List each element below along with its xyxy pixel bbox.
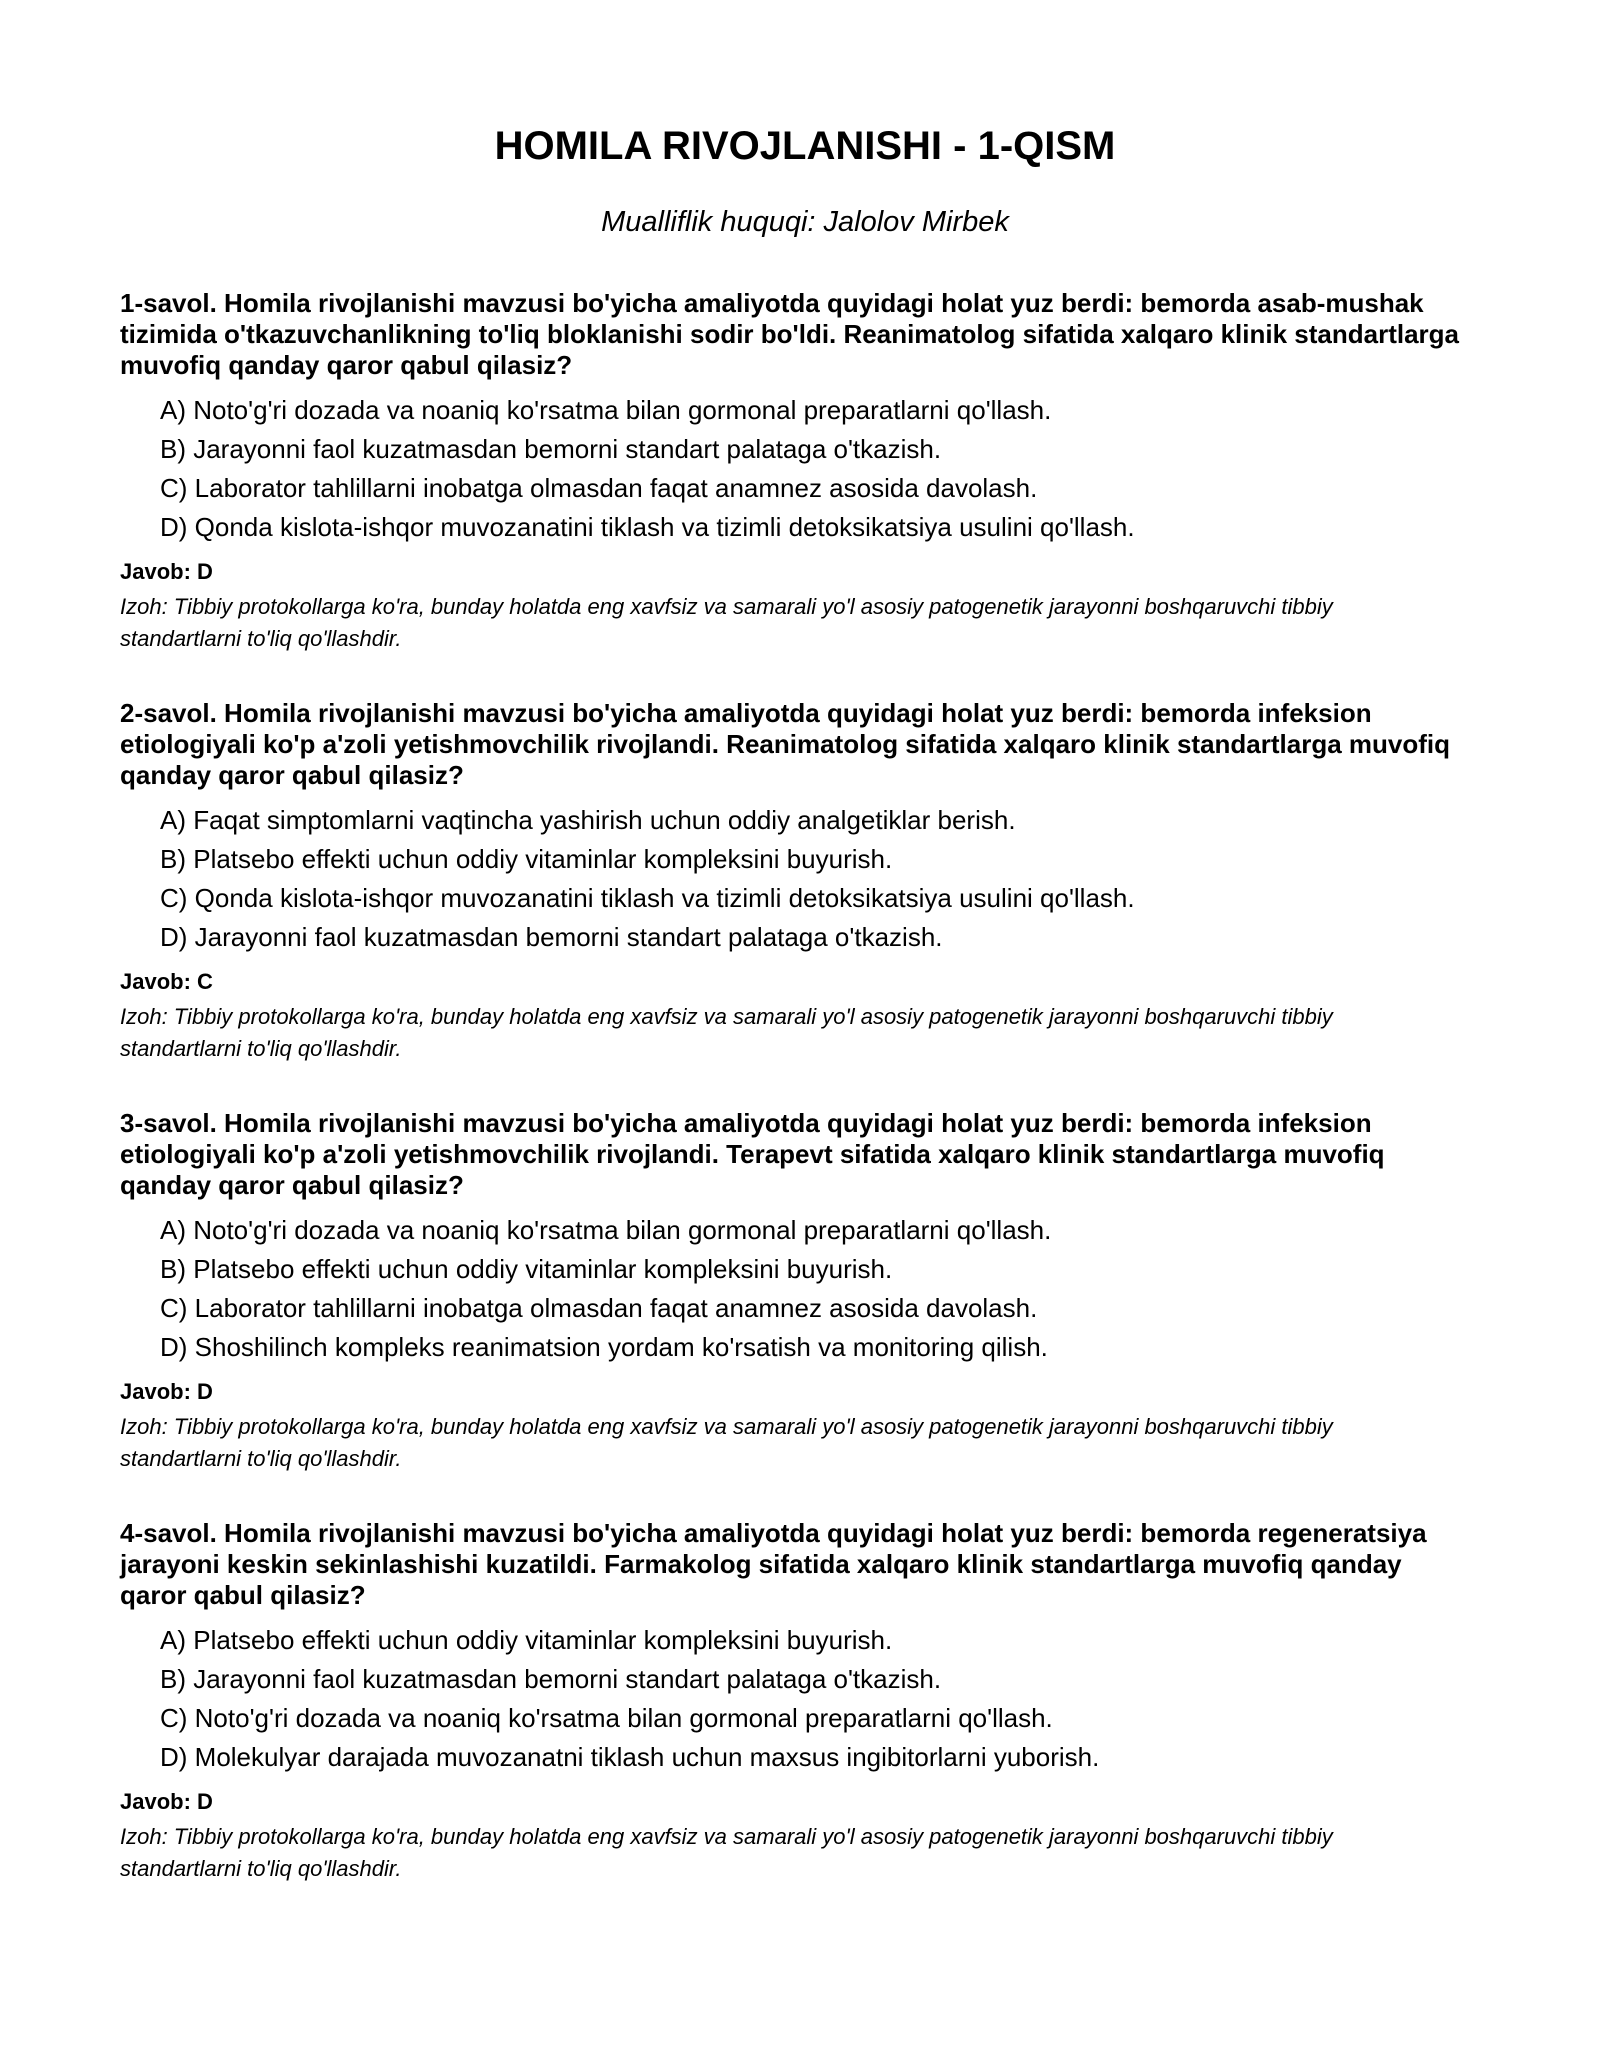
answer-key: Javob: C <box>120 969 213 994</box>
copyright-subtitle: Mualliflik huquqi: Jalolov Mirbek <box>601 206 1009 238</box>
answer-options <box>120 801 1490 957</box>
question-text: 4-savol. Homila rivojlanishi mavzusi bo'yicha amaliyotda quyidagi holat yuz berdi: bemorda regeneratsiya jarayoni keskin sekinlashishi kuzatildi. Farmakolog sifatida xalqaro klinik standartlarga muvofiq qanday qaror qabul qilasiz? <box>120 1518 1427 1610</box>
option-a: A) Noto'g'ri dozada va noaniq ko'rsatma bilan gormonal preparatlarni qo'llash. <box>160 1215 1052 1245</box>
explanation-note: Izoh: Tibbiy protokollarga ko'ra, bunday holatda eng xavfsiz va samarali yo'l asosiy patogenetik jarayonni boshqaruvchi tibbiy standartlarni to'liq qo'llashdir. <box>120 594 1333 651</box>
answer-key: Javob: D <box>120 1379 213 1404</box>
answer-key: Javob: D <box>120 1789 213 1814</box>
explanation-note: Izoh: Tibbiy protokollarga ko'ra, bunday holatda eng xavfsiz va samarali yo'l asosiy patogenetik jarayonni boshqaruvchi tibbiy standartlarni to'liq qo'llashdir. <box>120 1004 1333 1061</box>
question-list <box>120 288 1490 1928</box>
option-b: B) Jarayonni faol kuzatmasdan bemorni standart palataga o'tkazish. <box>160 434 942 464</box>
option-d: D) Qonda kislota-ishqor muvozanatini tiklash va tizimli detoksikatsiya usulini qo'llash. <box>160 512 1135 542</box>
option-a: A) Faqat simptomlarni vaqtincha yashirish uchun oddiy analgetiklar berish. <box>160 805 1016 835</box>
explanation-note: Izoh: Tibbiy protokollarga ko'ra, bunday holatda eng xavfsiz va samarali yo'l asosiy patogenetik jarayonni boshqaruvchi tibbiy standartlarni to'liq qo'llashdir. <box>120 1414 1333 1471</box>
option-c: C) Laborator tahlillarni inobatga olmasdan faqat anamnez asosida davolash. <box>160 473 1038 503</box>
question-text: 1-savol. Homila rivojlanishi mavzusi bo'yicha amaliyotda quyidagi holat yuz berdi: bemorda asab-mushak tizimida o'tkazuvchanlikning to'liq bloklanishi sodir bo'ldi. Reanimatolog sifatida xalqaro klinik standartlarga muvofiq qanday qaror qabul qilasiz? <box>120 288 1459 380</box>
option-d: D) Molekulyar darajada muvozanatni tiklash uchun maxsus ingibitorlarni yuborish. <box>160 1742 1100 1772</box>
question-2 <box>120 698 1490 1108</box>
option-d: D) Shoshilinch kompleks reanimatsion yordam ko'rsatish va monitoring qilish. <box>160 1332 1048 1362</box>
option-c: C) Qonda kislota-ishqor muvozanatini tiklash va tizimli detoksikatsiya usulini qo'llash. <box>160 883 1135 913</box>
question-text: 3-savol. Homila rivojlanishi mavzusi bo'yicha amaliyotda quyidagi holat yuz berdi: bemorda infeksion etiologiyali ko'p a'zoli yetishmovchilik rivojlandi. Terapevt sifatida xalqaro klinik standartlarga muvofiq qanday qaror qabul qilasiz? <box>120 1108 1385 1200</box>
question-text: 2-savol. Homila rivojlanishi mavzusi bo'yicha amaliyotda quyidagi holat yuz berdi: bemorda infeksion etiologiyali ko'p a'zoli yetishmovchilik rivojlandi. Reanimatolog sifatida xalqaro klinik standartlarga muvofiq qanday qaror qabul qilasiz? <box>120 698 1451 790</box>
option-b: B) Platsebo effekti uchun oddiy vitaminlar kompleksini buyurish. <box>160 1254 893 1284</box>
page-title: HOMILA RIVOJLANISHI - 1-QISM <box>494 124 1116 168</box>
option-a: A) Platsebo effekti uchun oddiy vitaminlar kompleksini buyurish. <box>160 1625 893 1655</box>
answer-options <box>120 391 1490 547</box>
option-b: B) Jarayonni faol kuzatmasdan bemorni standart palataga o'tkazish. <box>160 1664 942 1694</box>
option-c: C) Laborator tahlillarni inobatga olmasdan faqat anamnez asosida davolash. <box>160 1293 1038 1323</box>
question-1 <box>120 288 1490 698</box>
question-3 <box>120 1108 1490 1518</box>
option-b: B) Platsebo effekti uchun oddiy vitaminlar kompleksini buyurish. <box>160 844 893 874</box>
question-4 <box>120 1518 1490 1928</box>
option-a: A) Noto'g'ri dozada va noaniq ko'rsatma bilan gormonal preparatlarni qo'llash. <box>160 395 1052 425</box>
option-d: D) Jarayonni faol kuzatmasdan bemorni standart palataga o'tkazish. <box>160 922 943 952</box>
explanation-note: Izoh: Tibbiy protokollarga ko'ra, bunday holatda eng xavfsiz va samarali yo'l asosiy patogenetik jarayonni boshqaruvchi tibbiy standartlarni to'liq qo'llashdir. <box>120 1824 1333 1881</box>
answer-key: Javob: D <box>120 559 213 584</box>
answer-options <box>120 1621 1490 1777</box>
answer-options <box>120 1211 1490 1367</box>
option-c: C) Noto'g'ri dozada va noaniq ko'rsatma bilan gormonal preparatlarni qo'llash. <box>160 1703 1053 1733</box>
